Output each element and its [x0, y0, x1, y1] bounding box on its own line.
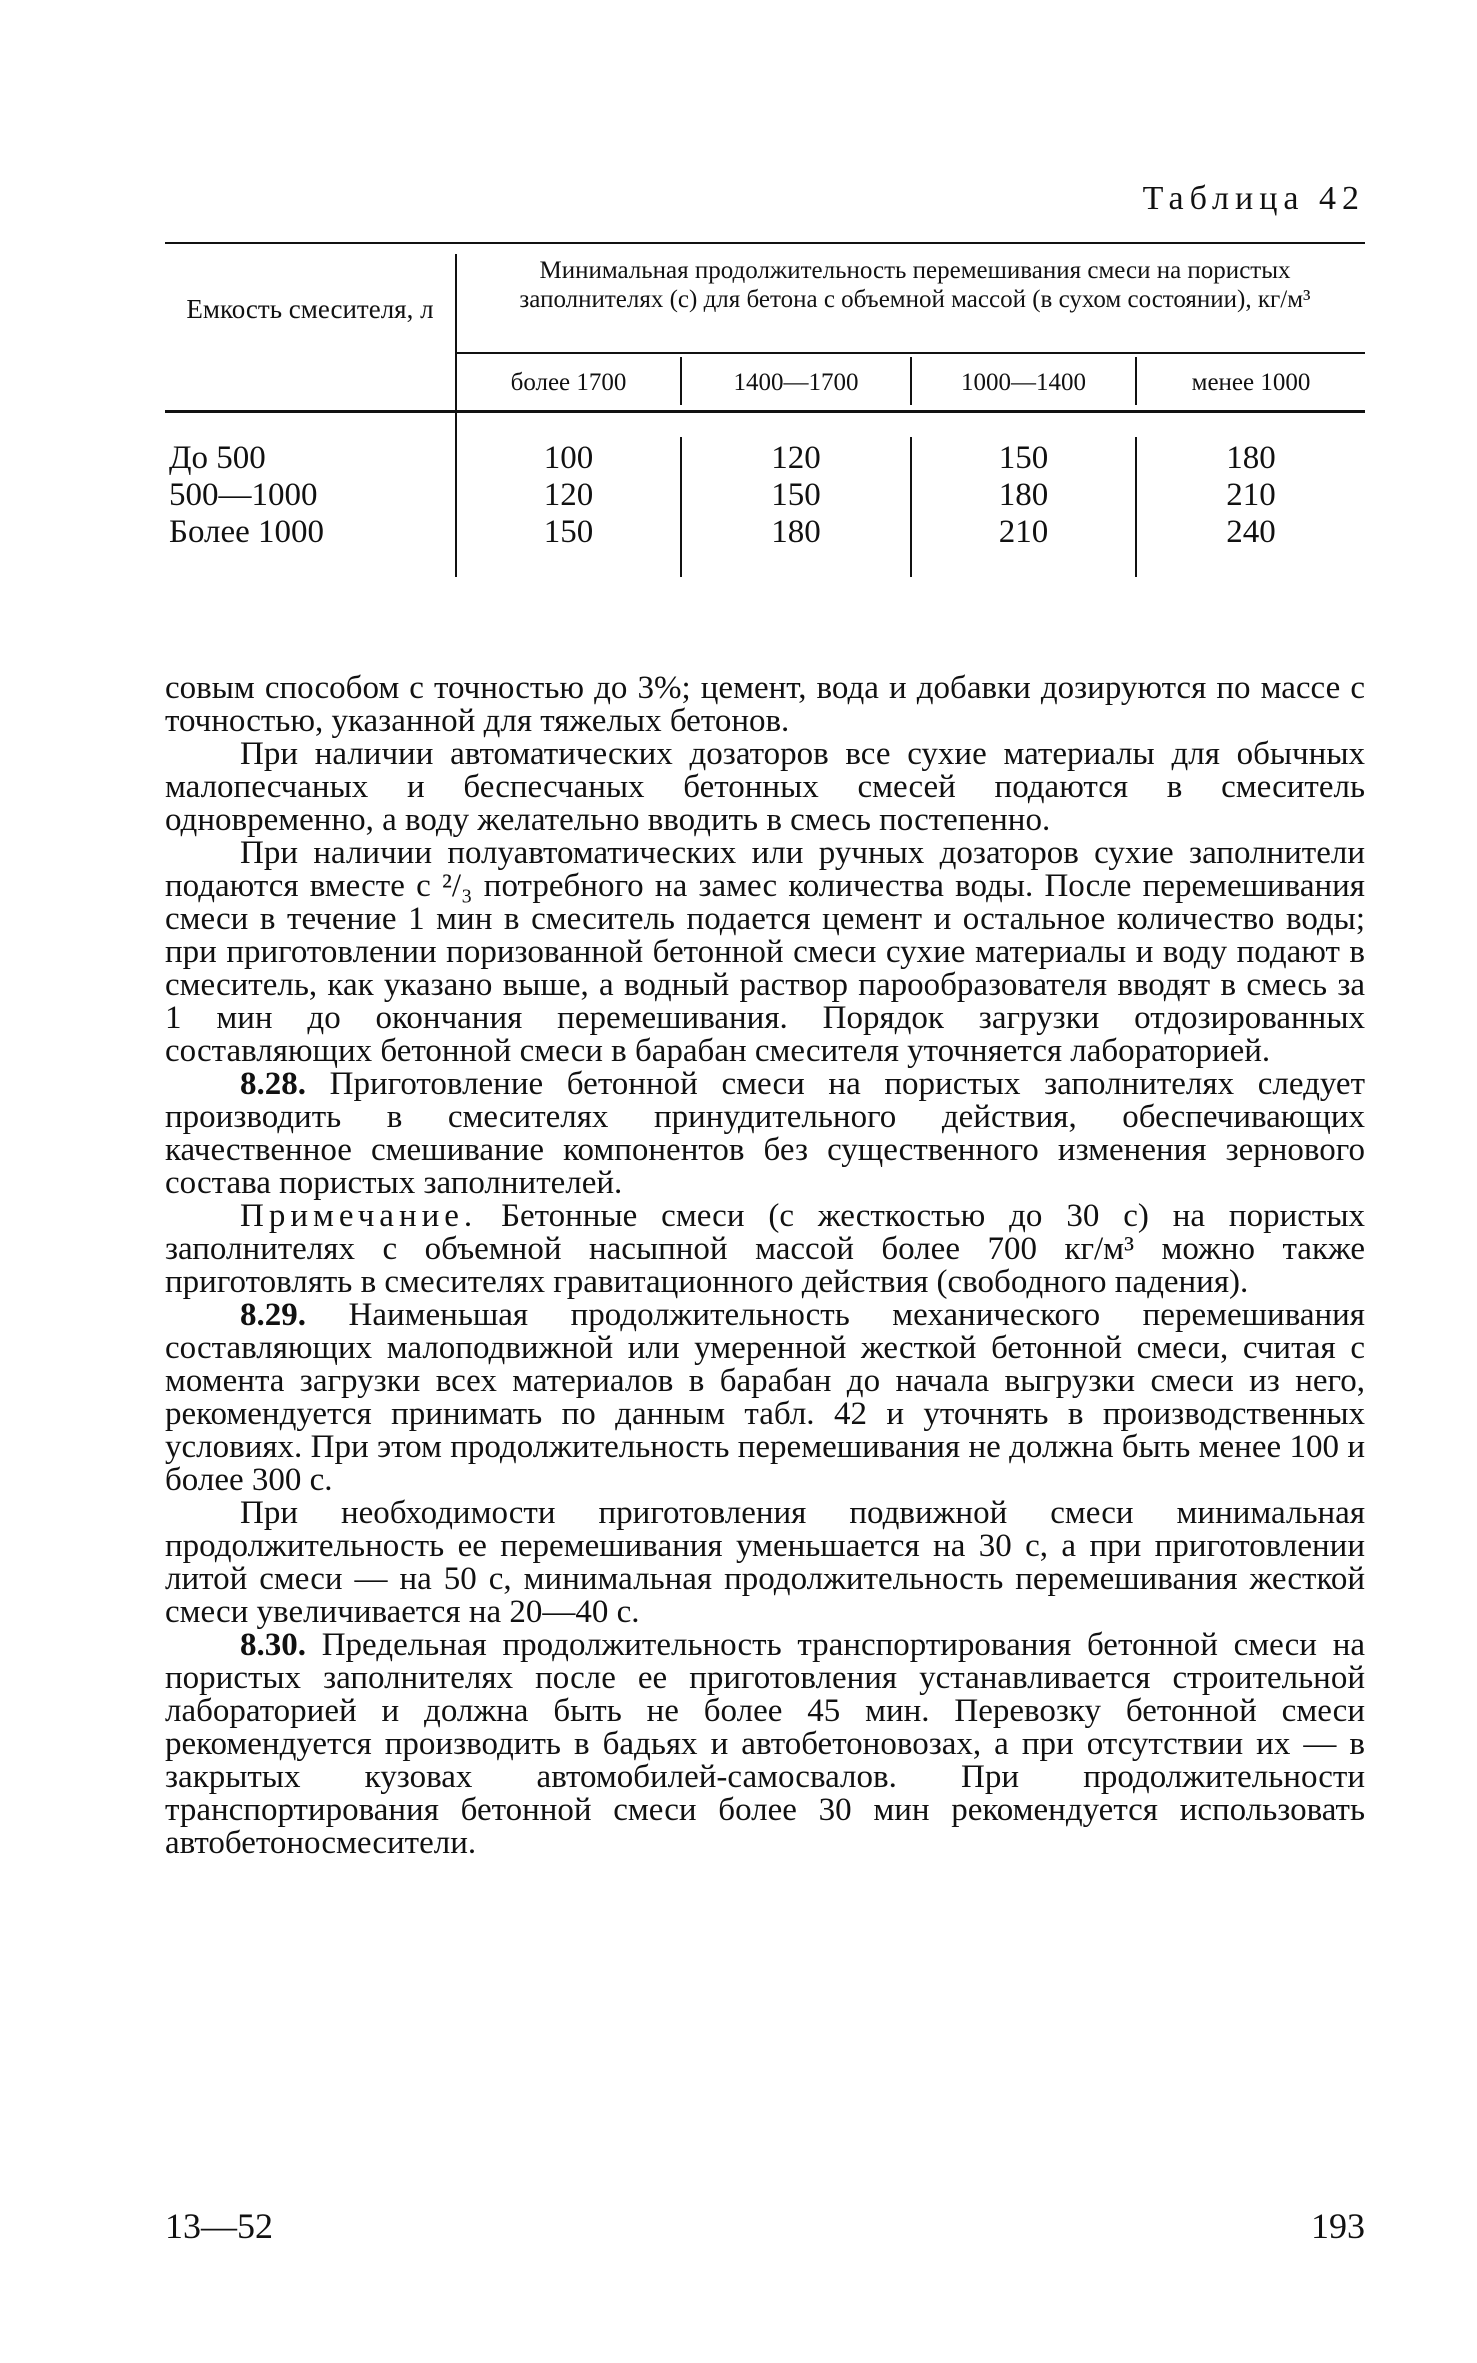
subheader-1: более 1700 — [510, 369, 627, 396]
table-top-rule — [165, 242, 1365, 244]
row-label: До 500 — [169, 440, 266, 476]
page-number: 193 — [1311, 2206, 1365, 2246]
signature-mark: 13—52 — [165, 2206, 273, 2246]
paragraph: совым способом с точностью до 3%; цемент, вода и добавки дозируются по массе с точностью, указанной для тяжелых бетонов. — [165, 670, 1365, 739]
table-cell: 180 — [1226, 440, 1276, 476]
note-label: Примечание. — [240, 1198, 478, 1234]
subheader-rule — [457, 352, 1365, 354]
table-cell: 180 — [998, 477, 1049, 513]
header-group: Минимальная продолжительность перемешивания смеси на пористых заполнителях (с) для бетона с объемной массой (в сухом состоянии), кг/м³ — [519, 257, 1311, 313]
table-caption: Таблица 42 — [1142, 180, 1365, 217]
table-cell: 150 — [771, 477, 821, 513]
subheader-2: 1400—1700 — [733, 369, 859, 396]
section-number: 8.30. — [240, 1627, 306, 1663]
table-cell: 100 — [543, 440, 594, 476]
data-table — [165, 242, 1365, 577]
table-cell: 210 — [998, 514, 1049, 550]
paragraph-8-30 — [165, 1629, 1365, 1860]
paragraph-8-28 — [165, 1068, 1365, 1200]
table-cell: 150 — [998, 440, 1049, 476]
paragraph-8-29 — [165, 1299, 1365, 1497]
table-cell: 180 — [771, 514, 821, 550]
row-label: Более 1000 — [169, 514, 325, 550]
note-paragraph — [165, 1200, 1365, 1299]
paragraph-text: Предельная продолжительность транспортирования бетонной смеси на пористых заполнителях после ее приготовления устанавливается строительной лабораторией и должна быть не более 45 мин. Перевозку бетонной смеси рекомендуется производить в бадьях и автобетоновозах, а при отсутствии их — в закрытых кузовах автомобилей-самосвалов. При продолжительности транспортирования бетонной смеси более 30 мин рекомендуется использовать автобетоносмесители. — [165, 1627, 1365, 1861]
table-cell: 240 — [1226, 514, 1276, 550]
table-cell: 120 — [771, 440, 821, 476]
subheader-4: менее 1000 — [1191, 369, 1311, 396]
section-number: 8.28. — [240, 1066, 306, 1102]
paragraph-text: Наименьшая продолжительность механического перемешивания составляющих малоподвижной или умеренной жесткой бетонной смеси, считая с момента загрузки всех материалов в барабан до начала выгрузки смеси из него, рекомендуется принимать по данным табл. 42 и уточнять в производственных условиях. При этом продолжительность перемешивания не должна быть менее 100 и более 300 с. — [165, 1297, 1365, 1498]
paragraph-text: Приготовление бетонной смеси на пористых заполнителях следует производить в смесителях принудительного действия, обеспечивающих качественное смешивание компонентов без существенного изменения зернового состава пористых заполнителей. — [165, 1066, 1365, 1201]
table-cell: 120 — [543, 477, 594, 513]
row-label: 500—1000 — [169, 477, 318, 513]
body-text — [165, 672, 1365, 1860]
table-header-rule — [165, 410, 1365, 413]
table-cell: 150 — [543, 514, 594, 550]
paragraph: При наличии автоматических дозаторов все сухие материалы для обычных малопесчаных и беспесчаных бетонных смесей подаются в смеситель одновременно, а воду желательно вводить в смесь постепенно. — [165, 736, 1365, 838]
header-capacity: Емкость смесителя, л — [186, 294, 434, 324]
note-text: Бетонные смеси (с жесткостью до 30 с) на пористых заполнителях с объемной насыпной массой более 700 кг/м³ можно также приготовлять в смесителях гравитационного действия (свободного падения). — [165, 1198, 1365, 1300]
subheader-3: 1000—1400 — [961, 369, 1086, 396]
paragraph: При наличии полуавтоматических или ручных дозаторов сухие заполнители подаются вместе с ²/₃ потребного на замес количества воды. После перемешивания смеси в течение 1 мин в смеситель подается цемент и остальное количество воды; при приготовлении поризованной бетонной смеси сухие материалы и воду подают в смеситель, как указано выше, а водный раствор парообразователя вводят в смесь за 1 мин до окончания перемешивания. Порядок загрузки отдозированных составляющих бетонной смеси в барабан смесителя уточняется лабораторией. — [165, 835, 1365, 1069]
table-cell: 210 — [1226, 477, 1276, 513]
paragraph: При необходимости приготовления подвижной смеси минимальная продолжительность ее перемешивания уменьшается на 30 с, а при приготовлении литой смеси — на 50 с, минимальная продолжительность перемешивания жесткой смеси увеличивается на 20—40 с. — [165, 1495, 1365, 1630]
section-number: 8.29. — [240, 1297, 306, 1333]
